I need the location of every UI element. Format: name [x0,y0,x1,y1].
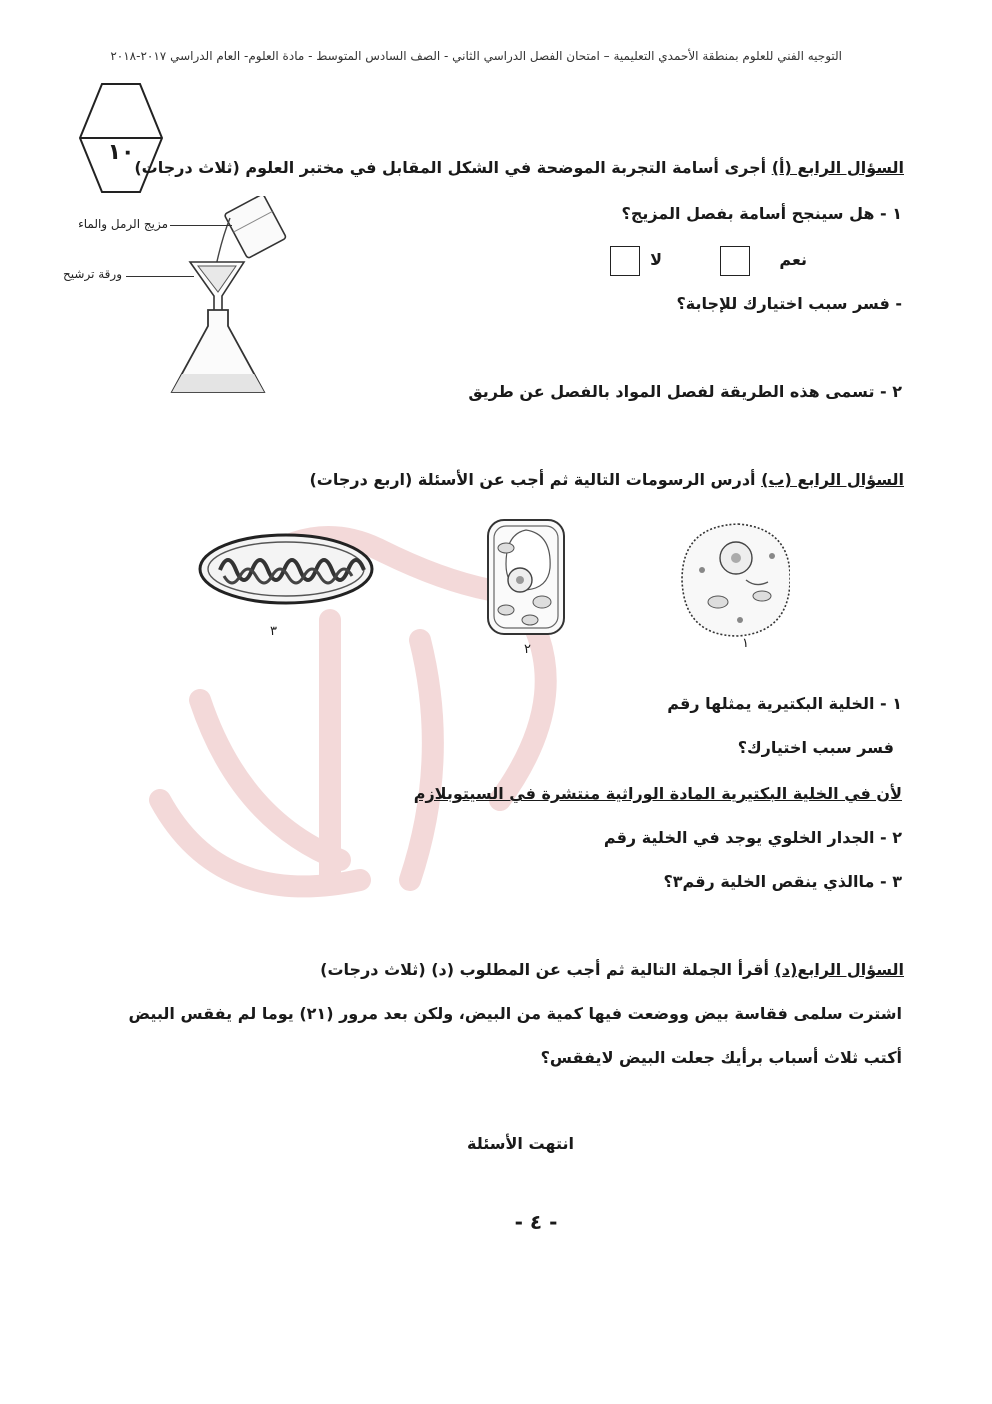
score-value: ١٠ [107,140,135,165]
q4a-question-2: ٢ - تسمى هذه الطريقة لفصل المواد بالفصل عن طريق [468,382,902,401]
q4a-explain: - فسر سبب اختيارك للإجابة؟ [676,294,902,313]
filter-pointer [126,276,194,277]
page-number: - ٤ - [514,1210,558,1234]
q4d-title-rest: أقرأ الجملة التالية ثم أجب عن المطلوب (د) (ثلاث درجات) [320,960,769,979]
cell-label-2: ٢ [524,642,531,657]
option-no-checkbox[interactable] [610,246,640,276]
end-of-questions: انتهت الأسئلة [467,1134,574,1153]
option-yes-checkbox[interactable] [720,246,750,276]
cell-label-3: ٣ [270,624,277,639]
q4b-title-label: السؤال الرابع (ب) [761,470,904,489]
q4a-title [134,158,904,177]
label-filter-paper: ورقة ترشيح [63,267,122,281]
animal-cell-drawing [682,524,790,636]
q4a-question-1: ١ - هل سينجح أسامة بفصل المزيج؟ [621,204,902,223]
q4a-title-label: السؤال الرابع (أ) [771,158,904,177]
bacterial-cell-drawing [200,535,372,603]
q4b-question-2: ٢ - الجدار الخلوي يوجد في الخلية رقم [603,828,902,847]
filtration-figure [168,196,298,400]
cell-label-1: ١ [742,636,749,651]
option-no-label: لا [650,250,662,269]
q4a-title-rest: أجرى أسامة التجربة الموضحة في الشكل المقابل في مختبر العلوم (ثلاث درجات) [134,158,767,177]
exam-header: التوجيه الفني للعلوم بمنطقة الأحمدي التعليمية – امتحان الفصل الدراسي الثاني - الصف السادس المتوسط - مادة العلوم- العام الدراسي ٢٠١٧-٢٠١٨ [110,49,842,63]
score-badge [78,82,164,194]
q4b-question-1: ١ - الخلية البكتيرية يمثلها رقم [667,694,902,713]
q4d-title [320,960,904,979]
option-yes-label: نعم [779,250,807,269]
cells-figure [190,516,790,640]
beaker-icon [224,196,286,259]
q4b-answer: لأن في الخلية البكتيرية المادة الوراثية منتشرة في السيتوبلازم [413,784,902,803]
plant-cell-drawing [488,520,564,634]
q4b-explain: فسر سبب اختيارك؟ [737,738,894,757]
q4b-question-3: ٣ - ماالذي ينقص الخلية رقم٣؟ [663,872,902,891]
q4d-text-2: أكتب ثلاث أسباب برأيك جعلت البيض لايفقس؟ [540,1048,902,1067]
mixture-pointer [170,225,232,226]
q4b-title [309,470,904,489]
q4b-title-rest: أدرس الرسومات التالية ثم أجب عن الأسئلة (اربع درجات) [309,470,756,489]
q4d-title-label: السؤال الرابع(د) [774,960,904,979]
q4d-text-1: اشترت سلمى فقاسة بيض ووضعت فيها كمية من البيض، ولكن بعد مرور (٢١) يوما لم يفقس البيض [128,1004,902,1023]
label-sand-water-mixture: مزيج الرمل والماء [78,217,168,231]
